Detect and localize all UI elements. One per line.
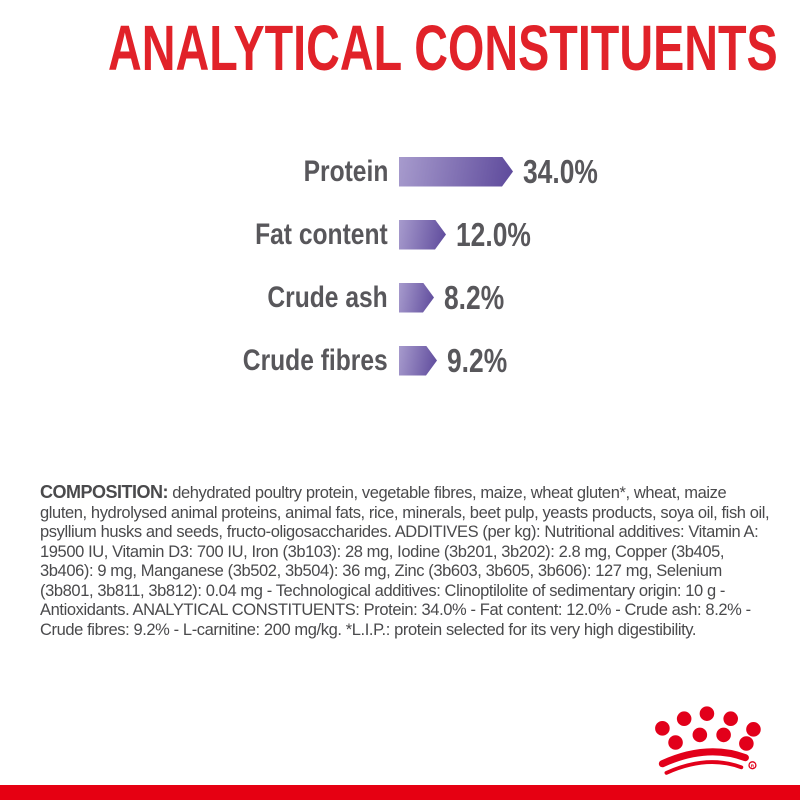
- chart-row: [28, 203, 800, 266]
- constituent-bar: [399, 157, 513, 187]
- constituent-label: Protein: [303, 154, 388, 188]
- constituent-bar: [399, 346, 437, 376]
- constituent-value: 34.0%: [523, 152, 598, 190]
- constituent-label-cell: [28, 281, 388, 315]
- chart-row: [28, 329, 800, 392]
- constituent-bar: [399, 283, 434, 313]
- constituent-bar: [399, 220, 446, 250]
- chart-row: [28, 266, 800, 329]
- page-title: ANALYTICAL CONSTITUENTS: [108, 12, 778, 84]
- constituent-label: Crude fibres: [243, 343, 388, 377]
- constituent-label: Crude ash: [267, 280, 388, 314]
- composition-body: dehydrated poultry protein, vegetable fibres, maize, wheat gluten*, wheat, maize gluten, hydrolysed animal proteins, animal fats, rice, minerals, beet pulp, yeasts products, soya oil, fish oil, psyllium husks and seeds, fructo-oligosaccharides. ADDITIVES (per kg): Nutritional additives: Vitamin A: 19500 IU, Vitamin D3: 700 IU, Iron (3b103): 28 mg, Iodine (3b201, 3b202): 2.8 mg, Copper (3b405, 3b406): 9 mg, Manganese (3b502, 3b504): 36 mg, Zinc (3b603, 3b605, 3b606): 127 mg, Selenium (3b801, 3b811, 3b812): 0.04 mg - Technological additives: Clinoptilolite of sedimentary origin: 10 g - Antioxidants. ANALYTICAL CONSTITUENTS: Protein: 34.0% - Fat content: 12.0% - Crude ash: 8.2% - Crude fibres: 9.2% - L-carnitine: 200 mg/kg. *L.I.P.: protein selected for its very high digestibility.: [40, 484, 770, 639]
- constituent-label-cell: [28, 344, 388, 378]
- chart-row: [28, 140, 800, 203]
- constituent-value: 8.2%: [444, 278, 505, 316]
- composition-paragraph: [40, 483, 772, 640]
- analytical-constituents-chart: [28, 140, 800, 392]
- constituent-label-cell: [28, 155, 388, 189]
- svg-text:R: R: [750, 763, 755, 769]
- footer-red-bar: [0, 785, 800, 800]
- royal-canin-crown-icon: [648, 700, 780, 786]
- composition-heading: COMPOSITION:: [40, 482, 168, 502]
- constituent-value: 12.0%: [456, 215, 531, 253]
- composition-section: [40, 483, 772, 640]
- constituent-label: Fat content: [255, 217, 388, 251]
- constituent-value: 9.2%: [447, 341, 508, 379]
- constituent-label-cell: [28, 218, 388, 252]
